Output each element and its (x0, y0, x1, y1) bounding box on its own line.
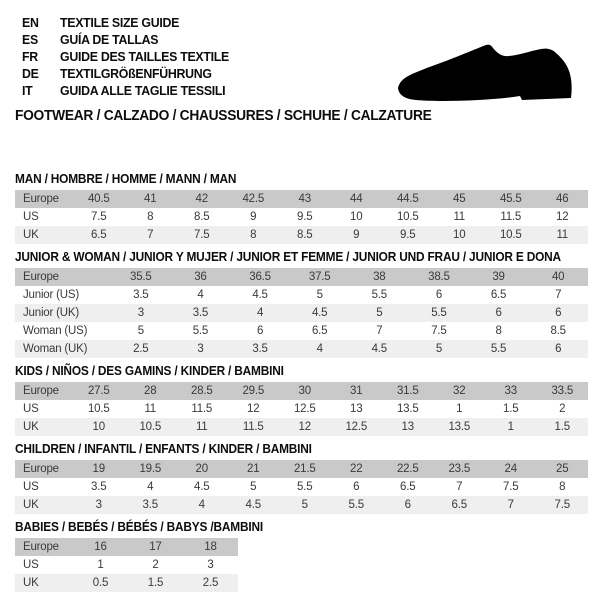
size-cell: 12.5 (345, 421, 368, 433)
size-cell: 7.5 (431, 325, 447, 337)
size-cell: 5 (376, 307, 383, 319)
table-header-row (15, 538, 238, 556)
size-cell: 4 (197, 289, 204, 301)
row-label: US (23, 481, 39, 493)
size-cell: 5 (301, 499, 308, 511)
size-cell: 7.5 (194, 229, 210, 241)
size-cell: 5.5 (192, 325, 209, 337)
size-cell: 1.5 (554, 421, 570, 433)
size-cell: 8 (250, 229, 257, 241)
section-title: MAN / HOMBRE / HOMME / MANN / MAN (15, 172, 237, 186)
size-cell: 5 (316, 289, 323, 301)
row-label: Europe (23, 271, 59, 283)
size-cell: 10.5 (396, 211, 419, 223)
size-cell: 44.5 (396, 193, 419, 205)
size-cell: 39 (492, 271, 505, 283)
size-cell: 36.5 (249, 271, 271, 283)
size-cell: 3.5 (142, 499, 158, 511)
size-cell: 8 (495, 325, 502, 337)
size-cell: 6.5 (311, 325, 328, 337)
size-cell: 10 (453, 229, 466, 241)
size-cell: 1 (507, 421, 514, 433)
size-cell: 19.5 (139, 463, 162, 475)
language-code: IT (22, 83, 33, 98)
size-cell: 27.5 (87, 385, 110, 397)
size-cell: 35.5 (130, 271, 152, 283)
row-label: UK (23, 421, 39, 433)
row-label: UK (23, 577, 39, 589)
size-cell: 6.5 (490, 289, 507, 301)
row-label: Junior (UK) (23, 307, 79, 319)
size-cell: 13.5 (396, 403, 419, 415)
size-cell: 11.5 (500, 211, 522, 223)
size-cell: 8.5 (297, 229, 313, 241)
size-cell: 22 (350, 463, 363, 475)
size-cell: 11.5 (242, 421, 264, 433)
size-cell: 13 (401, 421, 414, 433)
size-cell: 6 (495, 307, 502, 319)
table-row (15, 556, 238, 574)
size-cell: 3.5 (192, 307, 209, 319)
size-cell: 9.5 (400, 229, 416, 241)
size-cell: 41 (144, 193, 157, 205)
size-cell: 12 (556, 211, 569, 223)
language-label: TEXTILE SIZE GUIDE (60, 15, 180, 30)
language-code: DE (22, 66, 39, 81)
language-label: GUIDA ALLE TAGLIE TESSILI (60, 83, 226, 98)
category-title: FOOTWEAR / CALZADO / CHAUSSURES / SCHUHE / CALZATURE (15, 108, 432, 124)
size-cell: 13 (350, 403, 363, 415)
row-label: US (23, 211, 39, 223)
size-cell: 21 (247, 463, 260, 475)
row-label: Europe (23, 541, 59, 553)
size-cell: 33 (504, 385, 517, 397)
size-cell: 2.5 (202, 577, 219, 589)
size-cell: 6 (435, 289, 443, 301)
table-row (15, 286, 588, 304)
size-cell: 11 (556, 229, 569, 241)
size-cell: 10.5 (139, 421, 162, 433)
size-table (15, 190, 588, 244)
size-cell: 1 (456, 403, 463, 415)
row-label: Europe (23, 193, 59, 205)
size-cell: 6 (256, 325, 264, 337)
size-cell: 4.5 (194, 481, 210, 493)
language-code: FR (22, 49, 38, 64)
size-cell: 28 (144, 385, 157, 397)
table-row (15, 574, 238, 592)
size-cell: 24 (504, 463, 517, 475)
size-cell: 18 (204, 541, 217, 553)
size-cell: 10.5 (499, 229, 522, 241)
size-cell: 6 (555, 343, 562, 355)
size-cell: 7.5 (91, 211, 107, 223)
size-cell: 9 (353, 229, 360, 241)
size-section-man (15, 173, 600, 244)
size-cell: 10.5 (87, 403, 110, 415)
section-title: KIDS / NIÑOS / DES GAMINS / KINDER / BAMBINI (15, 364, 284, 378)
size-cell: 11 (144, 403, 157, 415)
size-cell: 8.5 (550, 325, 566, 337)
size-cell: 10 (350, 211, 363, 223)
size-cell: 44 (350, 193, 363, 205)
size-cell: 31 (350, 385, 363, 397)
row-label: UK (23, 229, 39, 241)
row-label: Woman (UK) (23, 343, 88, 355)
size-cell: 23.5 (448, 463, 471, 475)
table-row (15, 496, 588, 514)
section-title: CHILDREN / INFANTIL / ENFANTS / KINDER / BAMBINI (15, 442, 312, 456)
size-cell: 6 (353, 481, 360, 493)
size-cell: 7.5 (554, 499, 570, 511)
size-cell: 5.5 (348, 499, 364, 511)
size-cell: 3.5 (133, 289, 149, 301)
size-tables (15, 173, 600, 592)
table-row (15, 340, 588, 358)
size-cell: 10 (92, 421, 105, 433)
table-row (15, 304, 588, 322)
size-cell: 3 (137, 307, 144, 319)
table-row (15, 478, 588, 496)
table-row (15, 418, 588, 436)
size-cell: 40 (551, 271, 565, 283)
table-header-row (15, 190, 588, 208)
size-cell: 40.5 (87, 193, 110, 205)
size-cell: 38 (373, 271, 386, 283)
size-cell: 12.5 (293, 403, 316, 415)
size-cell: 42.5 (242, 193, 265, 205)
size-cell: 6.5 (91, 229, 107, 241)
size-cell: 5.5 (431, 307, 447, 319)
size-cell: 9.5 (297, 211, 313, 223)
size-cell: 5.5 (297, 481, 313, 493)
size-cell: 4.5 (245, 499, 261, 511)
size-cell: 3 (207, 559, 214, 571)
size-cell: 1.5 (147, 577, 164, 589)
size-cell: 5 (250, 481, 257, 493)
size-cell: 11 (453, 211, 466, 223)
size-section-babies (15, 521, 600, 592)
size-cell: 36 (194, 271, 207, 283)
size-cell: 31.5 (396, 385, 419, 397)
size-section-kids (15, 365, 600, 436)
section-title: BABIES / BEBÉS / BÉBÉS / BABYS /BAMBINI (15, 520, 263, 534)
table-row (15, 400, 588, 418)
table-row (15, 226, 588, 244)
size-cell: 43 (298, 193, 311, 205)
size-cell: 46 (556, 193, 569, 205)
size-cell: 42 (195, 193, 208, 205)
language-code: EN (22, 15, 39, 30)
size-cell: 22.5 (396, 463, 419, 475)
size-cell: 6 (555, 307, 562, 319)
size-cell: 20 (195, 463, 208, 475)
size-cell: 4.5 (311, 307, 328, 319)
size-table (15, 460, 588, 514)
table-row (15, 322, 588, 340)
size-cell: 9 (250, 211, 257, 223)
size-table (15, 382, 588, 436)
dress-shoe-silhouette (398, 45, 572, 101)
size-cell: 7 (147, 229, 154, 241)
size-cell: 33.5 (551, 385, 574, 397)
size-cell: 38.5 (428, 271, 450, 283)
size-cell: 7 (507, 499, 514, 511)
size-cell: 6 (404, 499, 411, 511)
size-cell: 12 (247, 403, 260, 415)
size-table (15, 538, 238, 592)
size-cell: 45.5 (499, 193, 522, 205)
size-cell: 30 (298, 385, 311, 397)
size-cell: 7 (555, 289, 562, 301)
row-label: Europe (23, 463, 59, 475)
size-cell: 4.5 (252, 289, 268, 301)
size-table (15, 268, 588, 358)
size-cell: 45 (453, 193, 466, 205)
size-cell: 11 (195, 421, 208, 433)
size-cell: 4 (316, 343, 323, 355)
size-cell: 1 (97, 559, 104, 571)
language-label: GUIDE DES TAILLES TEXTILE (60, 49, 229, 64)
row-label: Junior (US) (23, 289, 79, 301)
size-cell: 3 (95, 499, 102, 511)
size-section-junior_woman (15, 251, 600, 358)
row-label: US (23, 559, 39, 571)
size-cell: 6.5 (451, 499, 467, 511)
size-cell: 5.5 (490, 343, 507, 355)
size-cell: 37.5 (308, 271, 331, 283)
size-cell: 2 (152, 559, 159, 571)
size-cell: 5.5 (371, 289, 387, 301)
size-cell: 8 (559, 481, 566, 493)
size-cell: 2 (559, 403, 566, 415)
size-cell: 29.5 (242, 385, 265, 397)
language-code: ES (22, 32, 38, 47)
size-cell: 7 (456, 481, 463, 493)
table-row (15, 208, 588, 226)
table-header-row (15, 460, 588, 478)
size-cell: 8 (147, 211, 154, 223)
size-cell: 5 (137, 325, 144, 337)
language-row (22, 14, 571, 31)
row-label: US (23, 403, 39, 415)
size-cell: 5 (435, 343, 443, 355)
size-cell: 4.5 (371, 343, 387, 355)
size-cell: 3.5 (91, 481, 107, 493)
size-cell: 0.5 (92, 577, 109, 589)
size-cell: 28.5 (190, 385, 213, 397)
size-cell: 4 (147, 481, 154, 493)
size-section-children (15, 443, 600, 514)
size-cell: 17 (149, 541, 162, 553)
row-label: UK (23, 499, 39, 511)
size-cell: 6.5 (400, 481, 416, 493)
size-cell: 1.5 (503, 403, 519, 415)
row-label: Woman (US) (23, 325, 88, 337)
size-cell: 12 (298, 421, 311, 433)
section-title: JUNIOR & WOMAN / JUNIOR Y MUJER / JUNIOR ET FEMME / JUNIOR UND FRAU / JUNIOR E DONA (15, 250, 561, 264)
size-cell: 16 (94, 541, 107, 553)
size-cell: 25 (556, 463, 569, 475)
dress-shoe-icon (398, 44, 576, 106)
size-cell: 13.5 (448, 421, 471, 433)
table-header-row (15, 268, 588, 286)
size-cell: 4 (256, 307, 264, 319)
table-header-row (15, 382, 588, 400)
size-cell: 19 (92, 463, 105, 475)
size-cell: 21.5 (293, 463, 316, 475)
size-cell: 7 (376, 325, 383, 337)
size-cell: 3 (197, 343, 204, 355)
size-cell: 4 (198, 499, 205, 511)
size-cell: 2.5 (133, 343, 149, 355)
size-cell: 3.5 (252, 343, 268, 355)
row-label: Europe (23, 385, 59, 397)
size-cell: 32 (453, 385, 466, 397)
language-label: GUÍA DE TALLAS (60, 32, 159, 47)
language-label: TEXTILGRÖßENFÜHRUNG (60, 66, 212, 81)
size-cell: 7.5 (503, 481, 519, 493)
size-cell: 8.5 (194, 211, 210, 223)
size-cell: 11.5 (191, 403, 213, 415)
